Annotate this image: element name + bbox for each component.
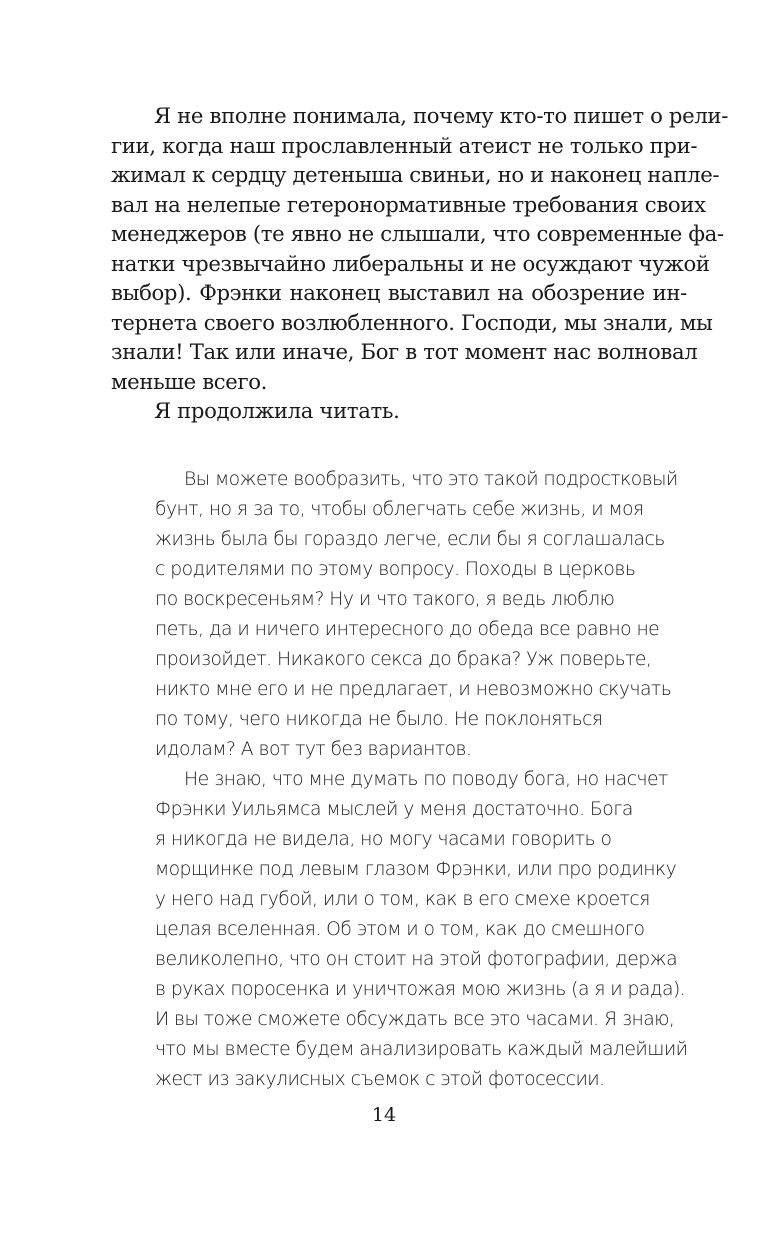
text-line: вал на нелепые гетеронормативные требования своих [111,191,706,217]
quote-line: жизнь была бы гораздо легче, если бы я соглашалась [155,529,665,550]
quote-line: с родителями по этому вопросу. Походы в церковь [155,559,636,580]
text-line: выбор). Фрэнки наконец выставил на обозрение ин- [111,280,687,305]
quote-line: никто мне его и не предлагает, и невозможно скучать [155,679,672,700]
text-line: меньше всего. [111,368,268,394]
quote-line: жест из закулисных съемок с этой фотосессии. [155,1069,605,1090]
text-line: менеджеров (те явно не слышали, что современные фа- [111,221,724,246]
quote-line: в руках поросенка и уничтожая мою жизнь (а я и рада). [155,979,686,1000]
text-line: знали! Так или иначе, Бог в тот момент нас волновал [111,339,698,364]
quote-line: по воскресеньям? Ну и что такого, я ведь люблю [155,589,615,610]
quote-line: И вы тоже сможете обсуждать все это часами. Я знаю, [155,1009,675,1030]
quote-line: идолам? А вот тут без вариантов. [155,739,472,760]
quote-line: Фрэнки Уильямса мыслей у меня достаточно. Бога [155,799,633,820]
main-paragraph [111,101,729,426]
quote-line: петь, да и ничего интересного до обеда все равно не [155,619,660,640]
continue-reading-line: Я продолжила читать. [154,398,400,423]
quote-line: что мы вместе будем анализировать каждый малейший [155,1039,688,1060]
quote-line: Не знаю, что мне думать по поводу бога, но насчет [184,769,668,790]
quote-line: я никогда не видела, но могу часами говорить о [155,829,612,850]
text-line: Я не вполне понимала, почему кто-то пишет о рели- [154,103,729,128]
page-number: 14 [371,1104,397,1126]
quote-line: бунт, но я за то, чтобы облегчать себе жизнь, и моя [155,499,644,520]
text-line: тернета своего возлюбленного. Господи, мы знали, мы [111,309,713,335]
quote-line: великолепно, что он стоит на этой фотографии, держа [155,949,678,970]
quoted-letter [155,465,688,1095]
text-line: натки чрезвычайно либеральны и не осуждают чужой [111,250,710,276]
text-line: гии, когда наш прославленный атеист не только при- [111,132,698,158]
quote-line: по тому, чего никогда не было. Не поклоняться [155,709,603,730]
quote-line: произойдет. Никакого секса до брака? Уж поверьте, [155,649,652,670]
quote-line: Вы можете вообразить, что это такой подростковый [184,469,678,490]
quote-line: целая вселенная. Об этом и о том, как до смешного [155,919,645,940]
quote-line: у него над губой, или о том, как в его смехе кроется [155,889,650,910]
quote-line: морщинке под левым глазом Фрэнки, или про родинку [155,859,677,880]
text-line: жимал к сердцу детеныша свиньи, но и наконец напле- [111,162,720,187]
